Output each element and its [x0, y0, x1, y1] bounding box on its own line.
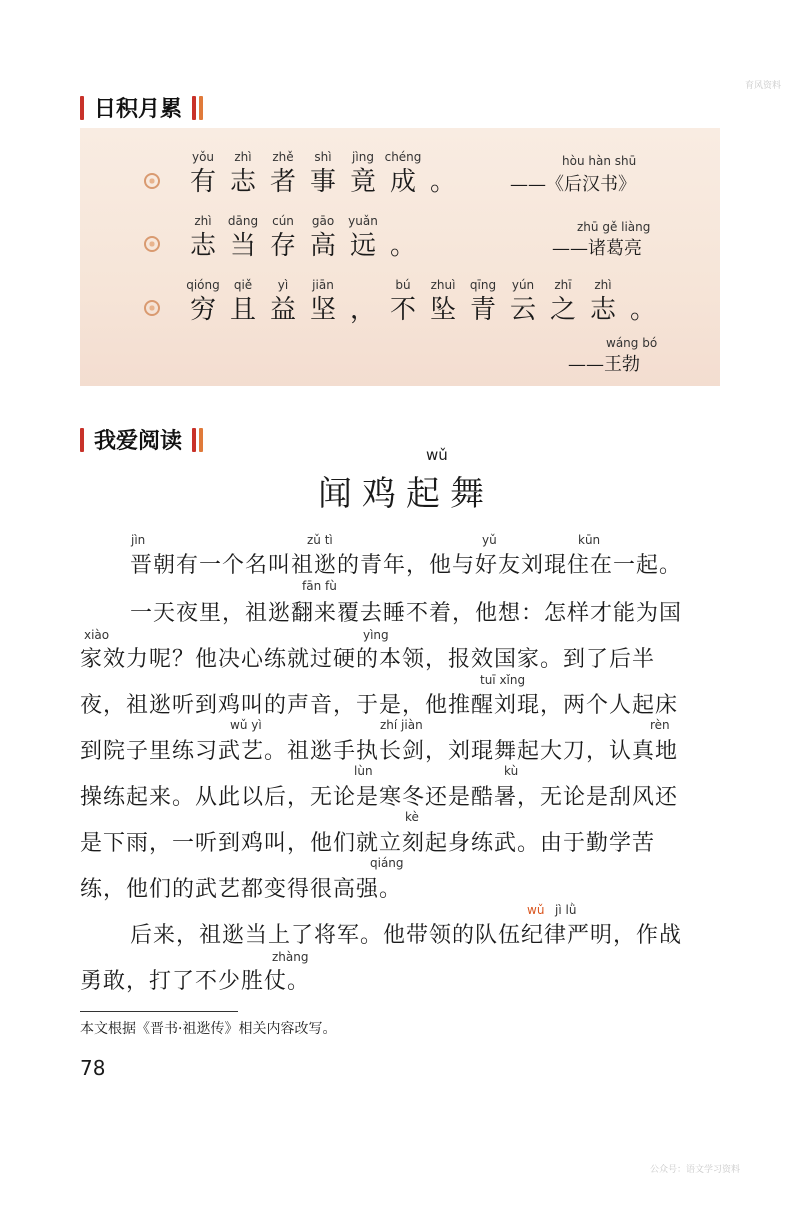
ruby-char — [306, 150, 340, 198]
pinyin: zhuì — [430, 278, 456, 292]
pinyin: yún — [511, 278, 535, 292]
hanzi: 且 — [229, 295, 256, 325]
hanzi: 有 — [189, 167, 216, 197]
ruby-char — [346, 150, 380, 198]
ruby-char — [386, 278, 420, 326]
pinyin: yǒu — [191, 150, 215, 164]
proverb-line-2 — [186, 214, 420, 262]
ruby-row — [186, 278, 660, 326]
pinyin-annotation: fān fù — [302, 579, 337, 593]
footnote-rule — [80, 1011, 238, 1012]
hanzi: 事 — [309, 167, 336, 197]
pinyin-annotation: yǔ — [482, 533, 497, 547]
pinyin: bú — [395, 278, 411, 292]
pinyin-annotation: xiào — [84, 628, 110, 642]
attribution-3: ——王勃 — [568, 354, 640, 375]
title-bar-right — [192, 96, 196, 120]
story-line: 勇敢，打了不少胜仗。 — [80, 969, 311, 994]
hanzi: 当 — [229, 231, 256, 261]
section-title-text: 日积月累 — [94, 97, 183, 122]
story-line: 夜，祖逖听到鸡叫的声音，于是，他推醒刘琨，两个人起床 — [80, 693, 679, 718]
pinyin-annotation: zǔ tì — [307, 533, 333, 547]
ruby-char — [306, 214, 340, 262]
pinyin-annotation: zhí jiàn — [380, 718, 423, 732]
ruby-char — [226, 150, 260, 198]
pinyin-annotation: kè — [405, 810, 419, 824]
story-title-pinyin: wǔ — [426, 446, 448, 464]
ruby-row — [186, 150, 460, 198]
hanzi: 之 — [549, 295, 576, 325]
proverbs-box — [80, 128, 720, 386]
pinyin: qīng — [469, 278, 497, 292]
hanzi: 志 — [189, 231, 216, 261]
pinyin: zhě — [272, 150, 294, 164]
pinyin: zhì — [594, 278, 612, 292]
hanzi: ， — [349, 295, 376, 325]
pinyin: cún — [272, 214, 294, 228]
hanzi: 高 — [309, 231, 336, 261]
pinyin-annotation: zhàng — [272, 950, 309, 964]
pinyin: gāo — [311, 214, 335, 228]
ruby-char — [306, 278, 340, 326]
page-number: 78 — [80, 1056, 106, 1080]
watermark-bottom: 公众号：语文学习资料 — [650, 1165, 741, 1175]
attribution-1: ——《后汉书》 — [510, 174, 636, 195]
story-line: 家效力呢？他决心练就过硬的本领，报效国家。到了后半 — [80, 647, 656, 672]
ruby-char — [266, 150, 300, 198]
hanzi: 。 — [429, 167, 456, 197]
pinyin: zhì — [194, 214, 212, 228]
title-bar-left — [80, 428, 84, 452]
title-bar-right — [192, 428, 196, 452]
bullet-icon — [144, 300, 160, 316]
pinyin-annotation: kūn — [578, 533, 601, 547]
pinyin: zhì — [234, 150, 252, 164]
hanzi: 青 — [469, 295, 496, 325]
hanzi: 不 — [389, 295, 416, 325]
attribution-2: ——诸葛亮 — [552, 238, 642, 259]
hanzi: 益 — [269, 295, 296, 325]
ruby-char — [386, 214, 420, 262]
pinyin-annotation: wǔ yì — [230, 718, 262, 732]
pinyin-annotation: rèn — [650, 718, 670, 732]
hanzi: 者 — [269, 167, 296, 197]
pinyin-annotation: qiáng — [370, 856, 404, 870]
pinyin: jiān — [312, 278, 334, 292]
pinyin-annotation: lùn — [354, 764, 373, 778]
hanzi: 志 — [229, 167, 256, 197]
proverb-line-1 — [186, 150, 460, 198]
ruby-char — [506, 278, 540, 326]
pinyin-annotation: jìn — [131, 533, 146, 547]
ruby-row — [186, 214, 420, 262]
section-title-reading — [80, 424, 203, 455]
hanzi: 存 — [269, 231, 296, 261]
hanzi: 竟 — [349, 167, 376, 197]
story-line: 一天夜里，祖逖翻来覆去睡不着，他想：怎样才能为国 — [130, 601, 683, 626]
section-title-text: 我爱阅读 — [94, 429, 183, 454]
watermark-top: 育风资料 — [745, 81, 782, 91]
hanzi: 远 — [349, 231, 376, 261]
ruby-char — [226, 278, 260, 326]
pinyin-annotation: jì lǜ — [555, 903, 577, 917]
story-title: 闻鸡起舞 — [318, 474, 494, 514]
pinyin: zhī — [554, 278, 572, 292]
attribution-pinyin-1: hòu hàn shū — [562, 154, 637, 168]
attribution-pinyin-3: wáng bó — [606, 336, 658, 350]
bullet-icon — [144, 173, 160, 189]
ruby-char — [626, 278, 660, 326]
pinyin: qiě — [233, 278, 253, 292]
hanzi: 志 — [589, 295, 616, 325]
bullet-icon — [144, 236, 160, 252]
hanzi: 坠 — [429, 295, 456, 325]
pinyin-annotation: wǔ — [527, 903, 545, 917]
story-line: 后来，祖逖当上了将军。他带领的队伍纪律严明，作战 — [130, 923, 683, 948]
ruby-char — [226, 214, 260, 262]
pinyin-annotation: tuī xǐng — [480, 673, 526, 687]
pinyin: shì — [314, 150, 332, 164]
pinyin: jìng — [352, 150, 374, 164]
hanzi: 。 — [629, 295, 656, 325]
pinyin-annotation: yìng — [363, 628, 389, 642]
footnote: 本文根据《晋书·祖逖传》相关内容改写。 — [80, 1021, 337, 1037]
ruby-char — [546, 278, 580, 326]
title-bar-left — [80, 96, 84, 120]
story-line: 练，他们的武艺都变得很高强。 — [80, 877, 403, 902]
ruby-char — [186, 214, 220, 262]
hanzi: 成 — [389, 167, 416, 197]
ruby-char — [186, 278, 220, 326]
attribution-pinyin-2: zhū gě liàng — [577, 220, 651, 234]
ruby-char — [386, 150, 420, 198]
proverb-line-3 — [186, 278, 660, 326]
ruby-char — [466, 278, 500, 326]
story-line: 晋朝有一个名叫祖逖的青年，他与好友刘琨住在一起。 — [130, 553, 683, 578]
pinyin: yì — [277, 278, 289, 292]
ruby-char — [586, 278, 620, 326]
story-line: 操练起来。从此以后，无论是寒冬还是酷暑，无论是刮风还 — [80, 785, 679, 810]
ruby-char — [426, 278, 460, 326]
ruby-char — [186, 150, 220, 198]
ruby-char — [266, 214, 300, 262]
section-title-accumulation — [80, 92, 203, 123]
hanzi: 云 — [509, 295, 536, 325]
pinyin-annotation: kù — [504, 764, 519, 778]
ruby-char — [346, 278, 380, 326]
hanzi: 坚 — [309, 295, 336, 325]
pinyin: yuǎn — [348, 214, 378, 228]
ruby-char — [266, 278, 300, 326]
story-line: 到院子里练习武艺。祖逖手执长剑，刘琨舞起大刀，认真地 — [80, 739, 679, 764]
pinyin: qióng — [186, 278, 220, 292]
ruby-char — [346, 214, 380, 262]
pinyin: chéng — [384, 150, 422, 164]
pinyin: dāng — [227, 214, 259, 228]
story-line: 是下雨，一听到鸡叫，他们就立刻起身练武。由于勤学苦 — [80, 831, 656, 856]
hanzi: 穷 — [189, 295, 216, 325]
hanzi: 。 — [389, 231, 416, 261]
ruby-char — [426, 150, 460, 198]
